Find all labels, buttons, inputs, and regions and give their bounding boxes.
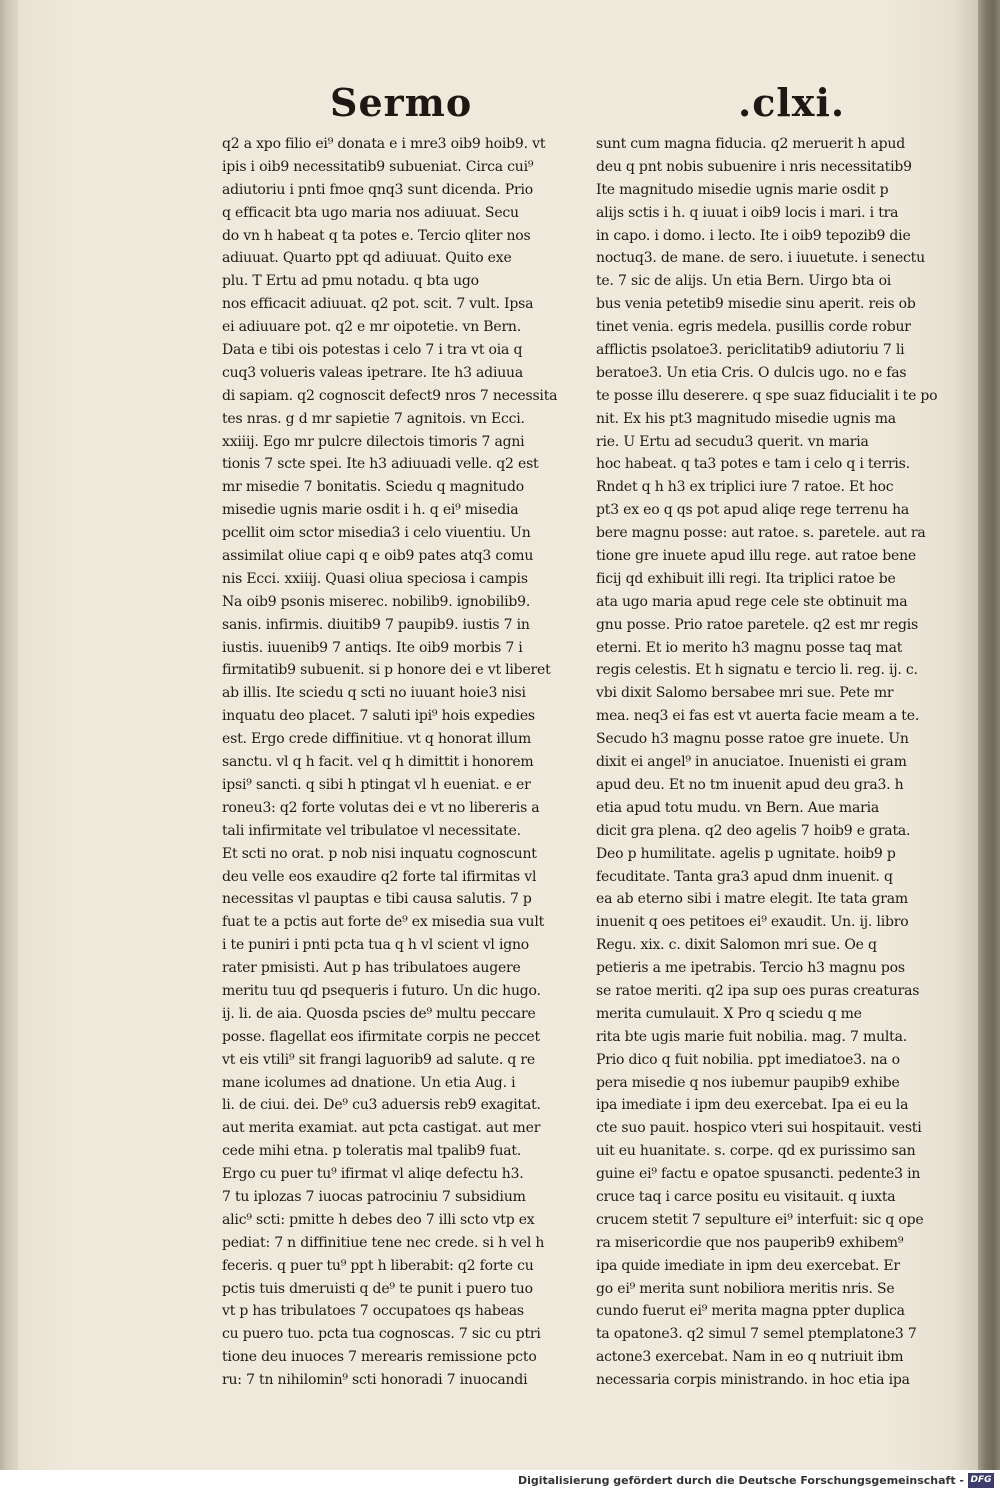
text-line: alijs sctis i h. q iuuat i oib9 locis i mari. i tra (596, 204, 899, 221)
text-line: nit. Ex his pt3 magnitudo misedie ugnis ma (596, 410, 896, 427)
funding-credit: Digitalisierung gefördert durch die Deutsche Forschungsgemeinschaft - (517, 1474, 964, 1487)
text-line: inquatu deo placet. 7 saluti ipi⁹ hois expedies (222, 708, 535, 725)
text-line: rie. U Ertu ad secudu3 querit. vn maria (596, 433, 869, 450)
text-line: uit eu huanitate. s. corpe. qd ex purissimo san (596, 1143, 916, 1160)
text-line: ta opatone3. q2 simul 7 semel ptemplatone3 7 (596, 1326, 917, 1343)
text-line: Deo p humilitate. agelis p ugnitate. hoib9 p (596, 845, 896, 862)
text-line: Secudo h3 magnu posse ratoe gre inuete. Un (596, 731, 909, 748)
text-line: rita bte ugis marie fuit nobilia. mag. 7 multa. (596, 1028, 908, 1045)
text-line: Rndet q h h3 ex triplici iure 7 ratoe. Et hoc (596, 479, 894, 496)
text-line: adiutoriu i pnti fmoe qnq3 sunt dicenda. Prio (222, 181, 533, 198)
text-line: ata ugo maria apud rege cele ste obtinuit ma (596, 593, 908, 610)
text-line: i te puniri i pnti pcta tua q h vl scient vl igno (222, 937, 530, 954)
text-line: nis Ecci. xxiiij. Quasi oliua speciosa i campis (222, 570, 528, 587)
text-line: pt3 ex eo q qs pot apud aliqe rege terrenu ha (596, 502, 910, 519)
text-line: regis celestis. Et h signatu e tercio li. reg. ij. c. (596, 662, 918, 679)
dfg-logo: DFG (968, 1473, 994, 1488)
text-line: ij. li. de aia. Quosda pscies de⁹ multu peccare (222, 1005, 536, 1022)
text-line: afflictis psolatoe3. periclitatib9 adiutoriu 7 li (596, 342, 905, 359)
text-line: Na oib9 psonis miserec. nobilib9. ignobilib9. (222, 593, 531, 610)
text-line: bus venia petetib9 misedie sinu aperit. reis ob (596, 296, 916, 313)
text-line: eterni. Et io merito h3 magnu posse taq mat (596, 639, 903, 656)
text-line: adiuuat. Quarto ppt qd adiuuat. Quito exe (222, 250, 512, 267)
text-line: do vn h habeat q ta potes e. Tercio qliter nos (222, 227, 531, 244)
text-line: cede mihi etna. p toleratis mal tpalib9 fuat. (222, 1143, 522, 1160)
text-line: vt eis vtili⁹ sit frangi laguorib9 ad salute. q re (222, 1051, 535, 1068)
text-line: tali infirmitate vel tribulatoe vl necessitate. (222, 822, 521, 839)
text-line: Regu. xix. c. dixit Salomon mri sue. Oe q (596, 937, 877, 954)
text-line: pctis tuis dmeruisti q de⁹ te punit i puero tuo (222, 1280, 533, 1297)
text-line: vbi dixit Salomo bersabee mri sue. Pete mr (596, 685, 894, 702)
text-line: ei adiuuare pot. q2 e mr oipotetie. vn Bern. (222, 319, 522, 336)
text-line: meritu tuu qd psequeris i futuro. Un dic hugo. (222, 982, 541, 999)
text-line: go ei⁹ merita sunt nobiliora meritis nris. Se (596, 1280, 895, 1297)
text-line: tinet venia. egris medela. pusillis corde robur (596, 319, 911, 336)
text-line: Data e tibi ois potestas i celo 7 i tra vt oia q (222, 342, 523, 359)
text-line: merita cumulauit. X Pro q sciedu q me (596, 1005, 862, 1022)
text-line: q2 a xpo filio ei⁹ donata e i mre3 oib9 hoib9. vt (222, 136, 546, 152)
text-line: fuat te a pctis aut forte de⁹ ex misedia sua vult (222, 914, 545, 931)
running-head-left: Sermo (330, 80, 473, 125)
text-line: ipsi⁹ sancti. q sibi h ptingat vl h eueniat. e er (222, 776, 531, 793)
footer-bar (0, 1470, 1000, 1493)
text-line: xxiiij. Ego mr pulcre dilectois timoris 7 agni (222, 433, 525, 450)
text-line: beratoe3. Un etia Cris. O dulcis ugo. no e fas (596, 364, 907, 381)
text-line: cruce taq i carce positu eu visitauit. q iuxta (596, 1188, 896, 1205)
text-line: ficij qd exhibuit illi regi. Ita triplici ratoe be (596, 570, 896, 587)
left-page-edge (0, 0, 18, 1470)
text-line: tionis 7 scte spei. Ite h3 adiuuadi velle. q2 est (222, 456, 539, 473)
text-line: pcellit oim sctor misedia3 i celo viuentiu. Un (222, 525, 531, 542)
text-line: crucem stetit 7 sepulture ei⁹ interfuit: sic q ope (596, 1211, 924, 1228)
text-line: hoc habeat. q ta3 potes e tam i celo q i terris. (596, 456, 910, 473)
text-line: inuenit q oes petitoes ei⁹ exaudit. Un. ij. libro (596, 914, 909, 931)
text-line: necessaria corpis ministrando. in hoc etia ipa (596, 1372, 910, 1389)
text-line: ea ab eterno sibi i matre elegit. Ite tata gram (596, 891, 908, 908)
text-line: iustis. iuuenib9 7 antiqs. Ite oib9 morbis 7 i (222, 639, 523, 656)
text-line: ra misericordie que nos pauperib9 exhibem⁹ (596, 1234, 904, 1251)
right-text-column (596, 133, 938, 1389)
text-line: bere magnu posse: aut ratoe. s. paretele. aut ra (596, 525, 926, 542)
text-line: cu puero tuo. pcta tua cognoscas. 7 sic cu ptri (222, 1326, 541, 1343)
text-line: posse. flagellat eos ifirmitate corpis ne peccet (222, 1028, 540, 1045)
text-line: actone3 exercebat. Nam in eo q nutriuit ibm (596, 1349, 904, 1366)
text-line: deu velle eos exaudire q2 forte tal ifirmitas vl (222, 868, 537, 885)
text-line: nos efficacit adiuuat. q2 pot. scit. 7 vult. Ipsa (222, 296, 534, 313)
text-line: dixit ei angel⁹ in anuciatoe. Inuenisti ei gram (596, 754, 907, 771)
left-text-column (222, 133, 564, 1389)
text-line: di sapiam. q2 cognoscit defect9 nros 7 necessita (222, 387, 558, 404)
text-line: petieris a me ipetrabis. Tercio h3 magnu pos (596, 960, 905, 977)
text-line: cte suo pauit. hospico vteri sui hospitauit. vesti (596, 1120, 922, 1137)
text-line: plu. T Ertu ad pmu notadu. q bta ugo (222, 273, 479, 290)
text-line: Prio dico q fuit nobilia. ppt imediatoe3. na o (596, 1051, 900, 1068)
text-line: noctuq3. de mane. de sero. i iuuetute. i senectu (596, 250, 925, 267)
text-line: aut merita examiat. aut pcta castigat. aut mer (222, 1120, 541, 1137)
text-line: ipis i oib9 necessitatib9 subueniat. Circa cui⁹ (222, 158, 534, 175)
text-line: cundo fuerut ei⁹ merita magna ppter duplica (596, 1303, 905, 1320)
text-line: sanis. infirmis. diuitib9 7 paupib9. iustis 7 in (222, 616, 530, 633)
text-line: misedie ugnis marie osdit i h. q ei⁹ misedia (222, 502, 519, 519)
text-line: pediat: 7 n diffinitiue tene nec crede. si h vel h (222, 1234, 545, 1251)
text-line: ipa imediate i ipm deu exercebat. Ipa ei eu la (596, 1097, 909, 1114)
text-line: mane icolumes ad dnatione. Un etia Aug. i (222, 1074, 516, 1091)
text-line: rater pmisisti. Aut p has tribulatoes augere (222, 960, 521, 977)
text-line: vt p has tribulatoes 7 occupatoes qs habeas (222, 1303, 524, 1320)
text-line: alic⁹ scti: pmitte h debes deo 7 illi scto vtp ex (222, 1211, 535, 1228)
text-line: dicit gra plena. q2 deo agelis 7 hoib9 e grata. (596, 822, 911, 839)
text-line: cuq3 volueris valeas ipetrare. Ite h3 adiuua (222, 364, 523, 381)
text-line: sanctu. vl q h facit. vel q h dimittit i honorem (222, 754, 534, 771)
text-line: guine ei⁹ factu e opatoe spusancti. pedente3 in (596, 1166, 921, 1183)
text-line: Et scti no orat. p nob nisi inquatu cognoscunt (222, 845, 537, 862)
text-line: Ergo cu puer tu⁹ ifirmat vl aliqe defectu h3. (222, 1166, 524, 1183)
text-line: ipa quide imediate in ipm deu exercebat. Er (596, 1257, 900, 1274)
folio-number: .clxi. (738, 80, 846, 125)
text-line: roneu3: q2 forte volutas dei e vt no libereris a (222, 799, 540, 816)
text-line: firmitatib9 subuenit. si p honore dei e vt liberet (222, 662, 551, 679)
text-line: necessitas vl pauptas e tibi causa salutis. 7 p (222, 891, 532, 908)
text-line: Ite magnitudo misedie ugnis marie osdit p (596, 181, 889, 198)
text-line: te. 7 sic de alijs. Un etia Bern. Uirgo bta oi (596, 273, 892, 290)
text-line: in capo. i domo. i lecto. Ite i oib9 tepozib9 die (596, 227, 911, 244)
text-line: etia apud totu mudu. vn Bern. Aue maria (596, 799, 880, 816)
right-page-edge (978, 0, 1000, 1470)
text-line: deu q pnt nobis subuenire i nris necessitatib9 (596, 158, 912, 175)
text-line: assimilat oliue capi q e oib9 pates atq3 comu (222, 548, 534, 565)
text-line: tione gre inuete apud illu rege. aut ratoe bene (596, 548, 917, 565)
text-line: se ratoe meriti. q2 ipa sup oes puras creaturas (596, 982, 920, 999)
text-line: apud deu. Et no tm inuenit apud deu gra3. h (596, 776, 904, 793)
text-line: ru: 7 tn nihilomin⁹ scti honoradi 7 inuocandi (222, 1372, 528, 1389)
text-line: 7 tu iplozas 7 iuocas patrociniu 7 subsidium (222, 1188, 526, 1205)
text-line: fecuditate. Tanta gra3 apud dnm inuenit. q (596, 868, 893, 885)
text-line: est. Ergo crede diffinitiue. vt q honorat illum (222, 731, 532, 748)
text-line: te posse illu deserere. q spe suaz fiducialit i te po (596, 387, 938, 404)
text-line: q efficacit bta ugo maria nos adiuuat. Secu (222, 204, 519, 221)
text-line: tione deu inuoces 7 merearis remissione pcto (222, 1349, 537, 1366)
text-line: sunt cum magna fiducia. q2 meruerit h apud (596, 136, 905, 152)
text-line: gnu posse. Prio ratoe paretele. q2 est mr regis (596, 616, 919, 633)
text-line: feceris. q puer tu⁹ ppt h liberabit: q2 forte cu (222, 1257, 534, 1274)
text-line: pera misedie q nos iubemur paupib9 exhibe (596, 1074, 900, 1091)
text-line: tes nras. g d mr sapietie 7 agnitois. vn Ecci. (222, 410, 525, 427)
text-line: mr misedie 7 bonitatis. Sciedu q magnitudo (222, 479, 524, 496)
text-line: ab illis. Ite sciedu q scti no iuuant hoie3 nisi (222, 685, 526, 702)
text-line: li. de ciui. dei. De⁹ cu3 aduersis reb9 exagitat. (222, 1097, 541, 1114)
text-line: mea. neq3 ei fas est vt auerta facie meam a te. (596, 708, 920, 725)
